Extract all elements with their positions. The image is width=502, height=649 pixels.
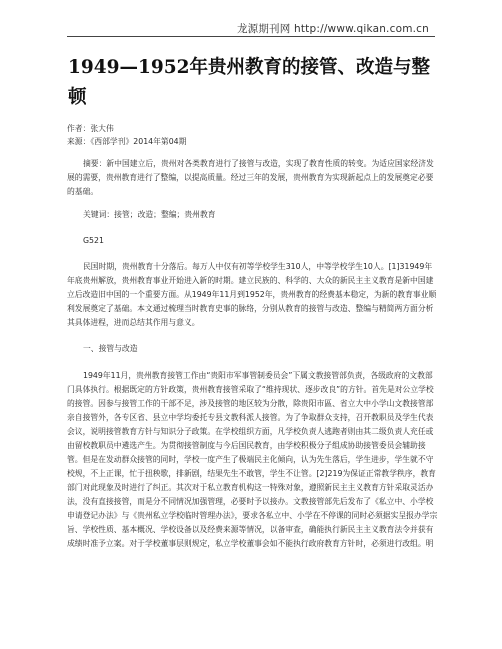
article-author: 作者：张大伟 <box>67 124 114 133</box>
section-body: 1949年11月，贵州教育接管工作由“贵阳市军事管制委员会”下属文教接管部负责，各级政府的文教部门具体执行。根据既定的方针政策，贵州教育接管采取了“维持现状、逐步改良”的方针。首先是对公立学校的接管。因参与接管工作的干部不足，涉及接管的地区较为分散，除贵阳市區、省立大中小学山文教接管部亲自接管外，各专区省、县立中学均委托专县文教科派人接管。为了争取群众支持，召开教职员及学生代表会议，说明接管教育方针与知识分子政策。在学校组织方面，凡学校负责人逃跑者则由其二级负责人充任或由留校教职员中遴选产生。为贯彻接管制度与今后国民教育，由学校积极分子组成协助接管委员会辅助接管。但是在发动群众接管的同时，学校一度产生了极端民主化倾向，认为先生落后，学生进步，学生就不守校规，不上正课，忙于扭秧歌，排新剧，结果先生不敢管，学生不让管。[2]219为保证正常教学秩序，教育部门对此现象及时进行了纠正。其次对于私立教育机构这一特殊对象，遵照新民主主义教育方针采取灵活办法，没有直接接管，而是分不同情况加强管理，必要时予以接办。文教接管部先后发布了《私立中、小学校申请登记办法》与《贵州私立学校临时管理办法》，要求各私立中、小学在不停课的同时必须据实呈报办学宗旨、学校性质、基本概况、学校设备以及经费来源等情况，以备审查，确能执行新民主主义教育法令并获有成绩时准予立案。对于学校董事层则规定，私立学校董事会如不能执行政府教育方针时，必须进行改组。明 <box>67 370 438 549</box>
section-heading: 一、接管与改造 <box>83 344 138 354</box>
article-source: 来源：《西部学刊》2014年第04期 <box>67 136 187 146</box>
article-title: 1949—1952年贵州教育的接管、改造与整顿 <box>68 57 430 108</box>
article-keywords: 关键词：接管；改造；整编；贵州教育 <box>83 210 216 220</box>
article-abstract: 摘要：新中国建立后，贵州对各类教育进行了接管与改造，实现了教育性质的转变。为适应国家经济发展的需要，贵州教育进行了整编，以提高质量。经过三年的发展，贵州教育为实现新起点上的发展奠定必要的基础。 <box>67 159 434 197</box>
header-divider <box>67 36 435 37</box>
classification-code: G521 <box>83 236 104 246</box>
intro-paragraph: 民国时期，贵州教育十分落后。每万人中仅有初等学校学生310人，中等学校学生10人。[1]31949年年底贵州解放，贵州教育事业开始进入新的时期。建立民族的、科学的、大众的新民主主义教育是新中国建立后改造旧中国的一个重要方面。从1949年11月到1952年，贵州教育的经费基本稳定，为新的教育事业顺利发展奠定了基础。本文通过梳理当时教育史事的脉络，分别从教育的接管与改造、整编与精简两方面分析其具体进程，进而总结其作用与意义。 <box>67 262 437 328</box>
site-header[interactable]: 龙源期刊网 http://www.qikan.com.cn <box>236 23 429 35</box>
article-content <box>67 123 438 551</box>
